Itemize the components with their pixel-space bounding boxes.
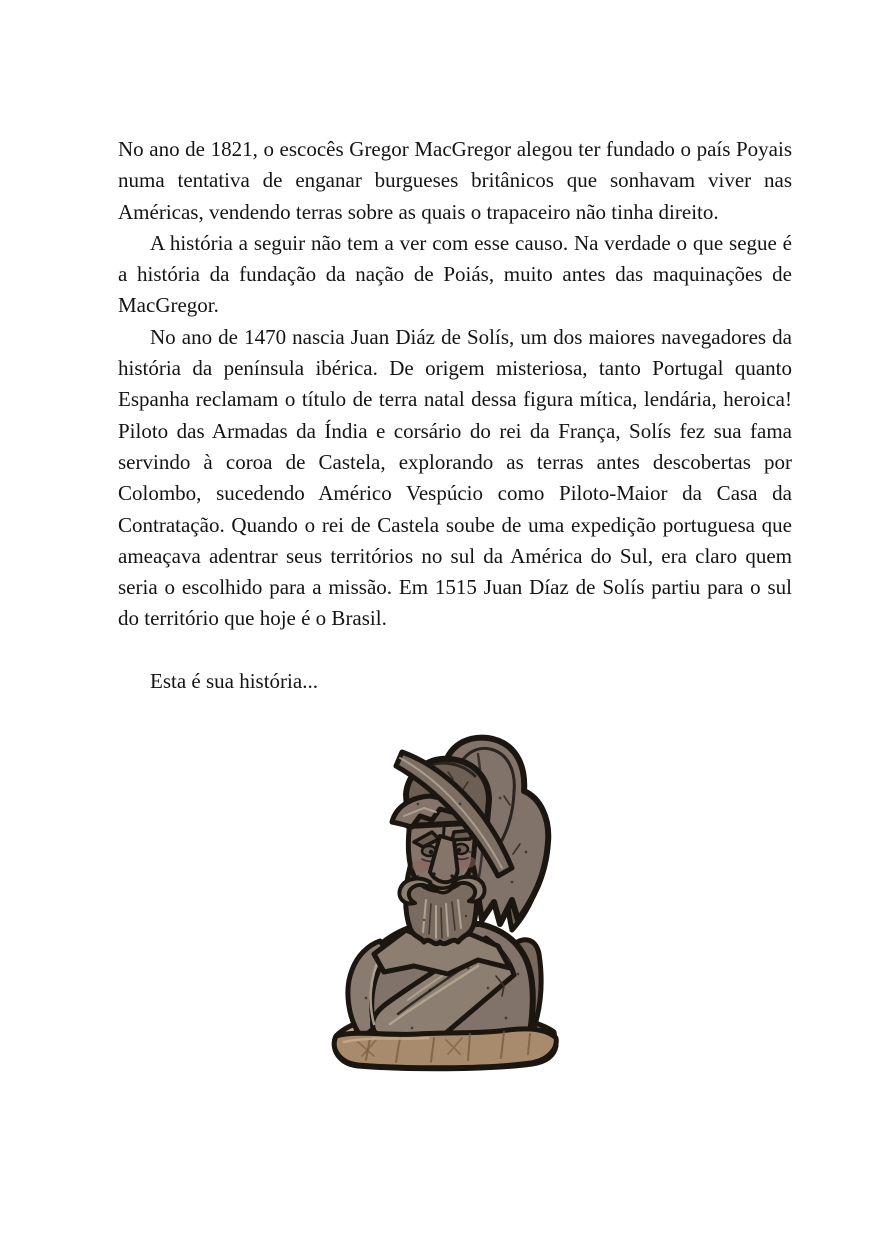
paragraph-poias: A história a seguir não tem a ver com esse causo. Na verdade o que segue é a história da fundação da nação de Poiás, muito antes das maquinações de MacGregor.	[118, 230, 792, 318]
conquistador-bust-illustration	[328, 732, 568, 1077]
body-text	[118, 134, 792, 697]
paragraph-solis: No ano de 1470 nascia Juan Diáz de Solís, um dos maiores navegadores da história da península ibérica. De origem misteriosa, tanto Portugal quanto Espanha reclamam o título de terra natal dessa figura mítica, lendária, heroica! Piloto das Armadas da Índia e corsário do rei da França, Solís fez sua fama servindo à coroa de Castela, explorando as terras antes descobertas por Colombo, sucedendo Américo Vespúcio como Piloto-Maior da Casa da Contratação. Quando o rei de Castela soube de uma expedição portuguesa que ameaçava adentrar seus territórios no sul da América do Sul, era claro quem seria o escolhido para a missão. Em 1515 Juan Díaz de Solís partiu para o sul do território que hoje é o Brasil.	[118, 324, 792, 631]
paragraph-macgregor: No ano de 1821, o escocês Gregor MacGregor alegou ter fundado o país Poyais numa tentativa de enganar burgueses britânicos que sonhavam viver nas Américas, vendendo terras sobre as quais o trapaceiro não tinha direito.	[118, 137, 792, 224]
paragraph-esta-e-sua-historia: Esta é sua história...	[150, 669, 318, 694]
rock-base-front	[334, 1029, 556, 1068]
